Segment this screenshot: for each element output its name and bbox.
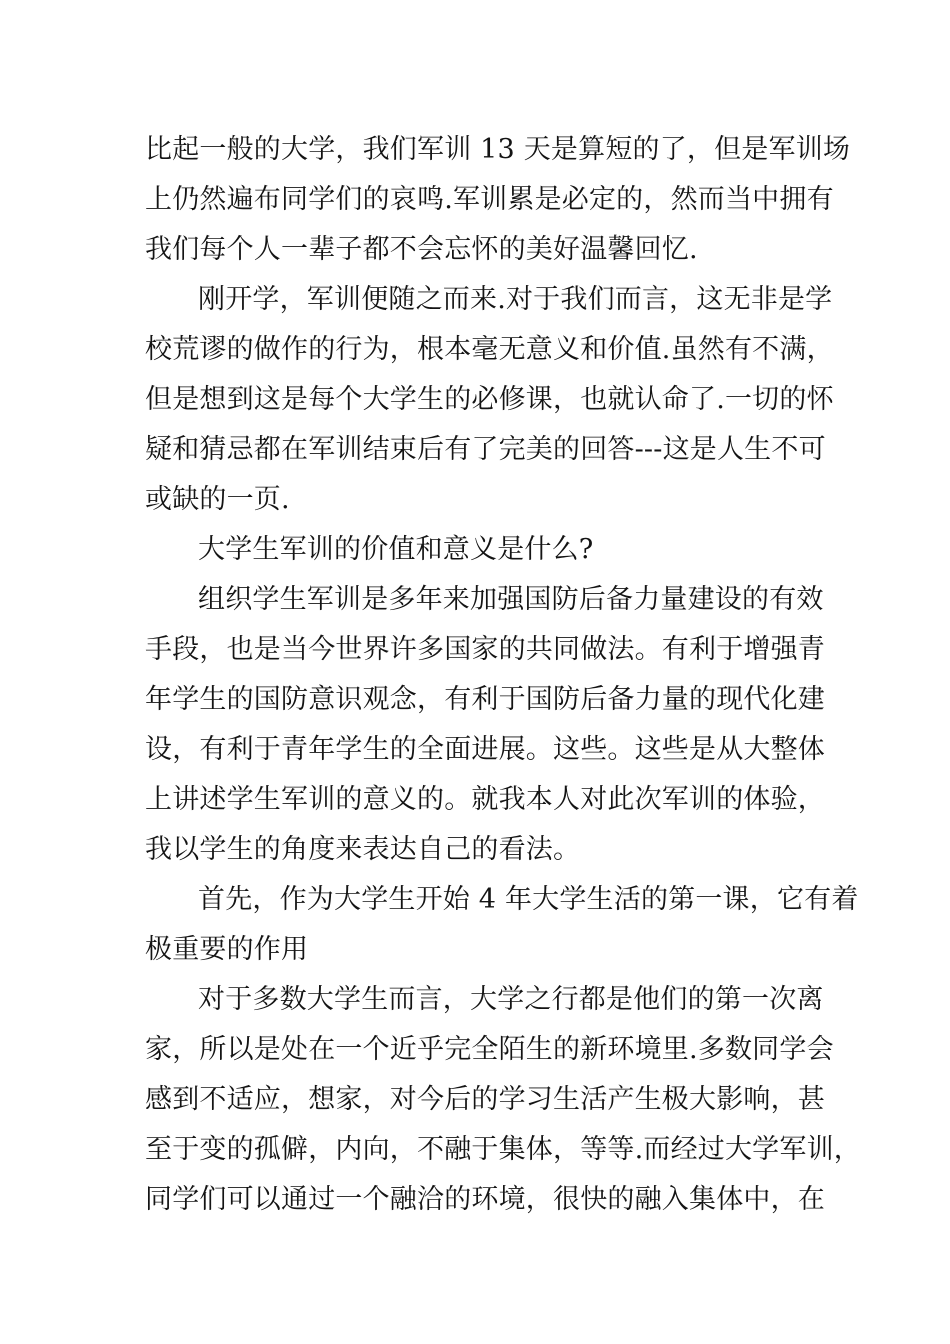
text-line: 上讲述学生军训的意义的。就我本人对此次军训的体验， (145, 784, 825, 815)
text-line: 年学生的国防意识观念，有利于国防后备力量的现代化建 (145, 684, 825, 715)
text-line: 校荒谬的做作的行为，根本毫无意义和价值.虽然有不满， (145, 334, 834, 365)
paragraph-first-line: 对于多数大学生而言，大学之行都是他们的第一次离 (198, 984, 824, 1015)
text-line: 极重要的作用 (145, 934, 309, 965)
text-line: 家，所以是处在一个近乎完全陌生的新环境里.多数同学会 (145, 1034, 834, 1065)
text-line: 疑和猜忌都在军训结束后有了完美的回答---这是人生不可 (145, 434, 826, 465)
paragraph-first-line: 首先，作为大学生开始 4 年大学生活的第一课，它有着 (198, 884, 859, 915)
text-line: 或缺的一页. (145, 484, 290, 515)
text-line: 但是想到这是每个大学生的必修课，也就认命了.一切的怀 (145, 384, 834, 415)
text-line: 感到不适应，想家，对今后的学习生活产生极大影响，甚 (145, 1084, 825, 1115)
text-line: 手段，也是当今世界许多国家的共同做法。有利于增强青 (145, 634, 825, 665)
paragraph-first-line: 刚开学，军训便随之而来.对于我们而言，这无非是学 (198, 284, 833, 315)
text-line: 上仍然遍布同学们的哀鸣.军训累是必定的，然而当中拥有 (145, 184, 834, 215)
text-line: 我以学生的角度来表达自己的看法。 (145, 834, 581, 865)
paragraph-first-line: 组织学生军训是多年来加强国防后备力量建设的有效 (198, 584, 824, 615)
text-line: 至于变的孤僻，内向，不融于集体，等等.而经过大学军训， (145, 1134, 861, 1165)
section-heading: 大学生军训的价值和意义是什么? (198, 534, 594, 565)
text-line: 设，有利于青年学生的全面进展。这些。这些是从大整体 (145, 734, 825, 765)
text-line: 比起一般的大学，我们军训 13 天是算短的了，但是军训场 (145, 134, 851, 165)
text-line: 我们每个人一辈子都不会忘怀的美好温馨回忆. (145, 234, 698, 265)
text-line: 同学们可以通过一个融洽的环境，很快的融入集体中，在 (145, 1184, 825, 1215)
